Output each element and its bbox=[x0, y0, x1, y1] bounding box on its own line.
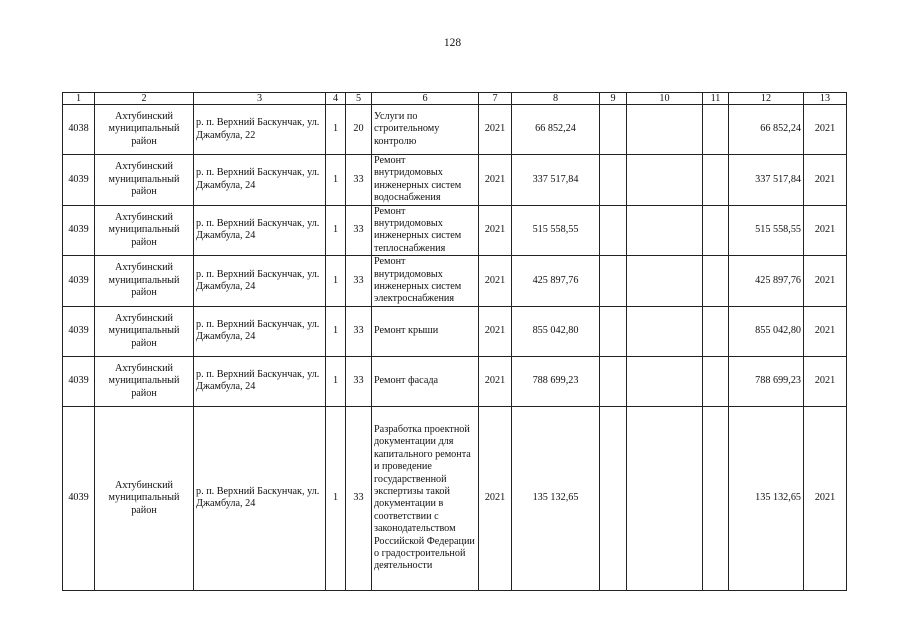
column-header: 12 bbox=[729, 93, 804, 105]
address: р. п. Верхний Баскунчак, ул. Джамбула, 24 bbox=[194, 356, 326, 406]
column-4-value: 1 bbox=[326, 105, 346, 155]
column-10-value bbox=[627, 356, 703, 406]
district: Ахтубинский муниципальный район bbox=[95, 205, 194, 256]
year: 2021 bbox=[479, 356, 512, 406]
row-number: 4039 bbox=[63, 155, 95, 206]
table-row bbox=[63, 155, 847, 206]
column-10-value bbox=[627, 205, 703, 256]
column-5-value: 33 bbox=[346, 256, 372, 307]
column-9-value bbox=[600, 406, 627, 590]
district: Ахтубинский муниципальный район bbox=[95, 155, 194, 206]
year: 2021 bbox=[479, 256, 512, 307]
completion-year: 2021 bbox=[804, 256, 847, 307]
column-5-value: 20 bbox=[346, 105, 372, 155]
column-header: 7 bbox=[479, 93, 512, 105]
work-type: Ремонт внутридомовых инженерных систем электроснабжения bbox=[372, 256, 479, 307]
row-number: 4039 bbox=[63, 306, 95, 356]
column-4-value: 1 bbox=[326, 356, 346, 406]
year: 2021 bbox=[479, 406, 512, 590]
column-5-value: 33 bbox=[346, 155, 372, 206]
cost: 135 132,65 bbox=[512, 406, 600, 590]
column-header: 11 bbox=[703, 93, 729, 105]
work-type: Ремонт фасада bbox=[372, 356, 479, 406]
column-header: 10 bbox=[627, 93, 703, 105]
column-9-value bbox=[600, 306, 627, 356]
district: Ахтубинский муниципальный район bbox=[95, 256, 194, 307]
column-9-value bbox=[600, 155, 627, 206]
completion-year: 2021 bbox=[804, 306, 847, 356]
district: Ахтубинский муниципальный район bbox=[95, 306, 194, 356]
total-cost: 66 852,24 bbox=[729, 105, 804, 155]
year: 2021 bbox=[479, 205, 512, 256]
column-11-value bbox=[703, 155, 729, 206]
column-11-value bbox=[703, 205, 729, 256]
completion-year: 2021 bbox=[804, 356, 847, 406]
column-header: 3 bbox=[194, 93, 326, 105]
column-header: 6 bbox=[372, 93, 479, 105]
address: р. п. Верхний Баскунчак, ул. Джамбула, 22 bbox=[194, 105, 326, 155]
page-number: 128 bbox=[443, 37, 462, 49]
cost: 337 517,84 bbox=[512, 155, 600, 206]
completion-year: 2021 bbox=[804, 406, 847, 590]
district: Ахтубинский муниципальный район bbox=[95, 105, 194, 155]
column-10-value bbox=[627, 406, 703, 590]
table-row bbox=[63, 356, 847, 406]
column-11-value bbox=[703, 356, 729, 406]
total-cost: 788 699,23 bbox=[729, 356, 804, 406]
row-number: 4039 bbox=[63, 205, 95, 256]
column-11-value bbox=[703, 256, 729, 307]
column-header: 5 bbox=[346, 93, 372, 105]
total-cost: 855 042,80 bbox=[729, 306, 804, 356]
work-type: Услуги по строительному контролю bbox=[372, 105, 479, 155]
column-header: 13 bbox=[804, 93, 847, 105]
column-10-value bbox=[627, 105, 703, 155]
table-row bbox=[63, 306, 847, 356]
column-11-value bbox=[703, 406, 729, 590]
column-4-value: 1 bbox=[326, 155, 346, 206]
column-11-value bbox=[703, 306, 729, 356]
year: 2021 bbox=[479, 155, 512, 206]
district: Ахтубинский муниципальный район bbox=[95, 406, 194, 590]
column-4-value: 1 bbox=[326, 256, 346, 307]
column-4-value: 1 bbox=[326, 205, 346, 256]
row-number: 4038 bbox=[63, 105, 95, 155]
column-number-row bbox=[63, 93, 847, 105]
work-type: Ремонт крыши bbox=[372, 306, 479, 356]
column-header: 9 bbox=[600, 93, 627, 105]
column-10-value bbox=[627, 155, 703, 206]
column-9-value bbox=[600, 356, 627, 406]
column-10-value bbox=[627, 306, 703, 356]
cost: 788 699,23 bbox=[512, 356, 600, 406]
row-number: 4039 bbox=[63, 356, 95, 406]
total-cost: 337 517,84 bbox=[729, 155, 804, 206]
address: р. п. Верхний Баскунчак, ул. Джамбула, 24 bbox=[194, 306, 326, 356]
address: р. п. Верхний Баскунчак, ул. Джамбула, 24 bbox=[194, 256, 326, 307]
capital-repair-table bbox=[62, 92, 847, 591]
address: р. п. Верхний Баскунчак, ул. Джамбула, 24 bbox=[194, 155, 326, 206]
address: р. п. Верхний Баскунчак, ул. Джамбула, 24 bbox=[194, 205, 326, 256]
table-row bbox=[63, 205, 847, 256]
table-row bbox=[63, 105, 847, 155]
year: 2021 bbox=[479, 105, 512, 155]
column-header: 2 bbox=[95, 93, 194, 105]
column-5-value: 33 bbox=[346, 406, 372, 590]
address: р. п. Верхний Баскунчак, ул. Джамбула, 24 bbox=[194, 406, 326, 590]
column-header: 8 bbox=[512, 93, 600, 105]
column-5-value: 33 bbox=[346, 306, 372, 356]
cost: 515 558,55 bbox=[512, 205, 600, 256]
column-9-value bbox=[600, 205, 627, 256]
column-9-value bbox=[600, 256, 627, 307]
year: 2021 bbox=[479, 306, 512, 356]
cost: 855 042,80 bbox=[512, 306, 600, 356]
row-number: 4039 bbox=[63, 406, 95, 590]
work-type: Ремонт внутридомовых инженерных систем водоснабжения bbox=[372, 155, 479, 206]
district: Ахтубинский муниципальный район bbox=[95, 356, 194, 406]
column-9-value bbox=[600, 105, 627, 155]
table-row bbox=[63, 406, 847, 590]
table-row bbox=[63, 256, 847, 307]
column-11-value bbox=[703, 105, 729, 155]
column-10-value bbox=[627, 256, 703, 307]
work-type: Ремонт внутридомовых инженерных систем теплоснабжения bbox=[372, 205, 479, 256]
work-type: Разработка проектной документации для капитального ремонта и проведение государственной экспертизы такой документации в соответствии с законодательством Российской Федерации о градостроительной деятельности bbox=[372, 406, 479, 590]
total-cost: 425 897,76 bbox=[729, 256, 804, 307]
total-cost: 135 132,65 bbox=[729, 406, 804, 590]
column-header: 4 bbox=[326, 93, 346, 105]
completion-year: 2021 bbox=[804, 205, 847, 256]
column-4-value: 1 bbox=[326, 406, 346, 590]
column-header: 1 bbox=[63, 93, 95, 105]
total-cost: 515 558,55 bbox=[729, 205, 804, 256]
completion-year: 2021 bbox=[804, 155, 847, 206]
cost: 66 852,24 bbox=[512, 105, 600, 155]
column-5-value: 33 bbox=[346, 205, 372, 256]
column-5-value: 33 bbox=[346, 356, 372, 406]
completion-year: 2021 bbox=[804, 105, 847, 155]
cost: 425 897,76 bbox=[512, 256, 600, 307]
column-4-value: 1 bbox=[326, 306, 346, 356]
row-number: 4039 bbox=[63, 256, 95, 307]
